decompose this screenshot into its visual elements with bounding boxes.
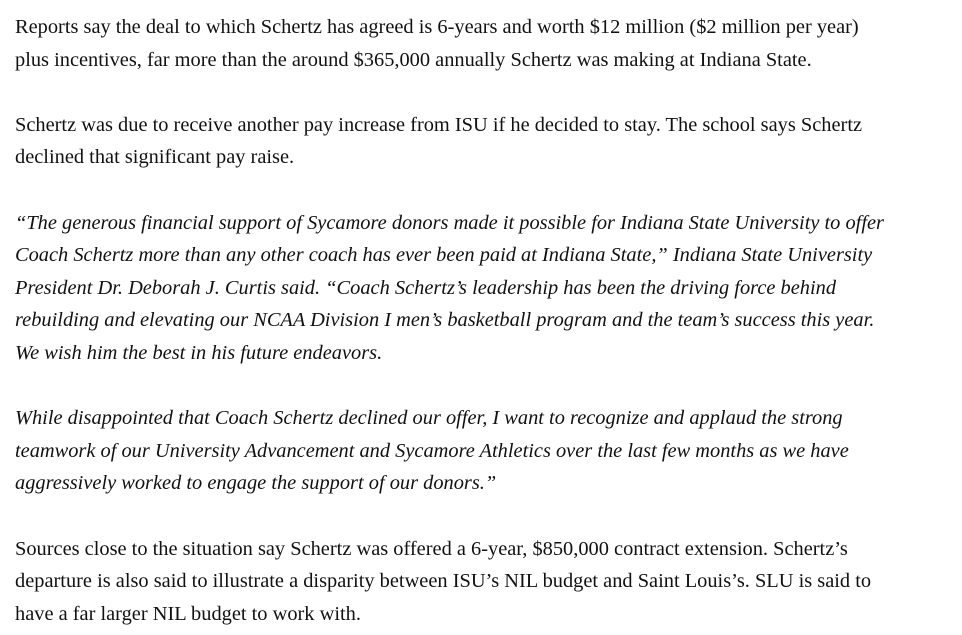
- text-line: We wish him the best in his future endeavors.: [15, 341, 383, 364]
- text-line: aggressively worked to engage the support of our donors.”: [15, 472, 497, 495]
- text-line: rebuilding and elevating our NCAA Division I men’s basketball program and the team’s success this year.: [15, 309, 875, 332]
- paragraph-contract-offer: [15, 533, 955, 631]
- text-line: Schertz was due to receive another pay increase from ISU if he decided to stay. The school says Schertz: [15, 113, 863, 136]
- text-line: have a far larger NIL budget to work with.: [15, 602, 361, 625]
- text-line: While disappointed that Coach Schertz declined our offer, I want to recognize and applaud the strong: [15, 407, 843, 430]
- paragraph-deal-terms: [15, 11, 955, 76]
- text-line: departure is also said to illustrate a disparity between ISU’s NIL budget and Saint Louis’s. SLU is said to: [15, 570, 872, 593]
- quote-president-statement: [15, 207, 955, 370]
- text-line: Coach Schertz more than any other coach has ever been paid at Indiana State,” Indiana State University: [15, 244, 873, 267]
- text-line: President Dr. Deborah J. Curtis said. “Coach Schertz’s leadership has been the driving force behind: [15, 276, 837, 299]
- text-line: Reports say the deal to which Schertz has agreed is 6-years and worth $12 million ($2 million per year): [15, 16, 859, 38]
- paragraph-pay-increase: [15, 109, 955, 174]
- text-line: “The generous financial support of Sycamore donors made it possible for Indiana State University to offer: [15, 211, 884, 234]
- article-body: [15, 11, 955, 630]
- quote-president-continued: [15, 402, 955, 500]
- text-line: plus incentives, far more than the around $365,000 annually Schertz was making at Indiana State.: [15, 48, 812, 71]
- text-line: declined that significant pay raise.: [15, 146, 295, 169]
- text-line: teamwork of our University Advancement and Sycamore Athletics over the last few months as we have: [15, 439, 849, 462]
- text-line: Sources close to the situation say Schertz was offered a 6-year, $850,000 contract extension. Schertz’s: [15, 537, 848, 560]
